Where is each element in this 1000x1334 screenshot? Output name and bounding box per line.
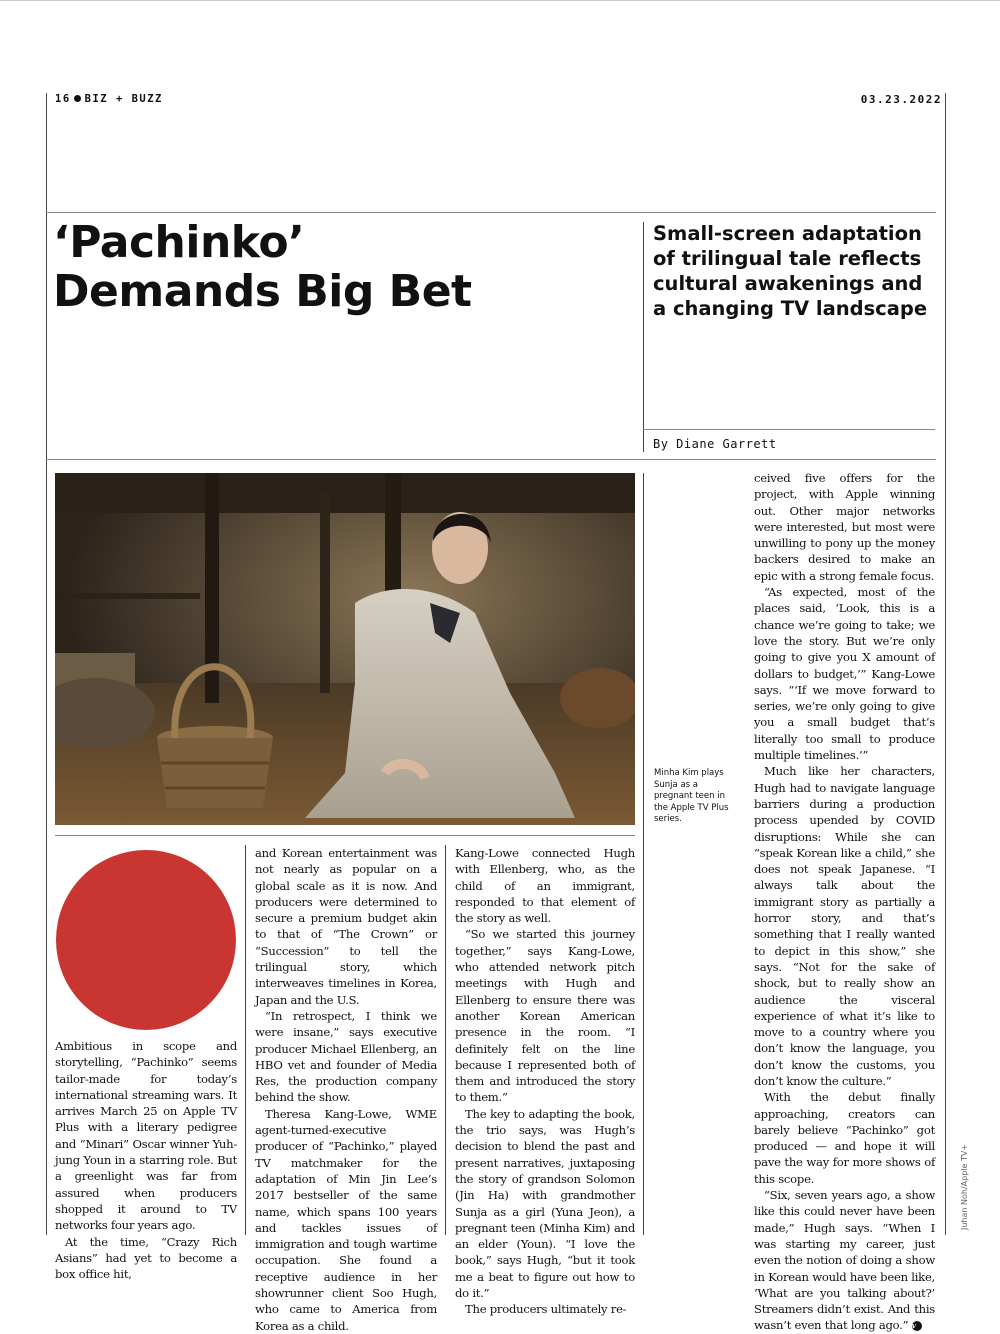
lead-photo xyxy=(55,473,635,825)
deck-divider xyxy=(643,222,644,452)
page-number: 16 xyxy=(55,93,71,105)
body-paragraph: Ambitious in scope and storytelling, “Pachinko” seems tailor-made for today’s international streaming wars. It arrives March 25 on Apple TV Plus with a literary pedigree and “Minari” Oscar winner Yuh-jung Youn in a starring role. But a greenlight was far from assured when producers shopped it around to TV networks four years ago. xyxy=(55,1039,237,1233)
body-paragraph: The key to adapting the book, the trio says, was Hugh’s decision to blend the past and present narratives, juxtaposing the story of grandson Solomon (Jin Ha) with grandmother Sunja as a girl (Yuna Jeon), a pregnant teen (Minha Kim) and an elder (Youn). “I love the book,” says Hugh, “but it took me a beat to figure out how to do it.” xyxy=(455,1106,635,1301)
headline-rule-bottom xyxy=(46,459,936,460)
body-paragraph: ceived five offers for the project, with Apple winning out. Other major networks were interested, but most were unwilling to pony up the money backers desired to make an epic with a strong female focus. xyxy=(754,471,935,583)
caption-divider xyxy=(643,473,644,1235)
body-paragraph: At the time, “Crazy Rich Asians” had yet to become a box office hit, xyxy=(55,1234,237,1282)
headline-line-1: ‘Pachinko’ xyxy=(53,217,305,268)
body-paragraph: “As expected, most of the places said, ‘Look, this is a chance we’re going to take; we love the story. But we’re only going to give you X amount of dollars to budget,’” Kang-Lowe says. “‘If we move forward to series, we’re only going to give you a small budget that’s literally too small to produce multiple timelines.’” xyxy=(754,585,935,763)
column-divider-2 xyxy=(445,845,446,1235)
byline: By Diane Garrett xyxy=(653,437,777,451)
body-paragraph: “In retrospect, I think we were insane,” says executive producer Michael Ellenberg, an HBO vet and founder of Media Res, the production company behind the show. xyxy=(255,1008,437,1105)
right-rule xyxy=(945,93,946,1235)
photo-caption: Minha Kim plays Sunja as a pregnant teen in the Apple TV Plus series. xyxy=(654,768,729,824)
photo-rule xyxy=(55,835,635,836)
final-paragraph-text: “Six, seven years ago, a show like this could never have been made,” Hugh says. “When I was starting my career, just even the notion of doing a show in Korean would have been like, ‘What are you talking about?’ Streamers didn’t exist. And this wasn’t even that long ago.” xyxy=(754,1188,935,1333)
deck: Small-screen adaptation of trilingual tale reflects cultural awakenings and a changing TV landscape xyxy=(653,222,928,320)
body-paragraph: Much like her characters, Hugh had to navigate language barriers during a production process upended by COVID disruptions: While she can “speak Korean like a child,” she does not speak Japanese. “I always talk about the immigrant story as partially a horror story, and that’s something that I really wanted to depict in this show,” she says. “Not for the sake of shock, but to really show an audience the visceral experience of what it’s like to move to a country where you don’t know the language, you don’t know the customs, you don’t know the culture.” xyxy=(754,764,935,1088)
lead-photo-illustration xyxy=(55,473,635,825)
body-column-2 xyxy=(255,845,437,1334)
red-circle-graphic xyxy=(56,850,236,1030)
section-name: BIZ + BUZZ xyxy=(84,93,163,105)
body-paragraph xyxy=(754,1187,935,1334)
headline xyxy=(53,218,613,316)
body-paragraph: Kang-Lowe connected Hugh with Ellenberg, who, as the child of an immigrant, responded to that element of the story as well. xyxy=(455,846,635,926)
headline-line-2: Demands Big Bet xyxy=(53,266,472,317)
bullet-dot-icon xyxy=(74,95,81,102)
body-column-1 xyxy=(55,1038,237,1282)
body-column-4 xyxy=(754,470,935,1334)
body-paragraph: “So we started this journey together,” says Kang-Lowe, who attended network pitch meetings with Hugh and Ellenberg to ensure there was another Korean American presence in the room. “I definitely felt on the line because I represented both of them and introduced the story to them.” xyxy=(455,927,635,1105)
byline-rule xyxy=(643,429,935,430)
end-mark-icon: v xyxy=(912,1321,922,1331)
body-paragraph: With the debut finally approaching, creators can barely believe “Pachinko” got produced — and hope it will pave the way for more shows of this scope. xyxy=(754,1090,935,1186)
page-top-border xyxy=(0,0,1000,1)
header-rule-top xyxy=(46,212,936,213)
column-divider-1 xyxy=(245,845,246,1235)
running-header-left xyxy=(55,93,163,105)
photo-credit: Juhan Noh/Apple TV+ xyxy=(960,1143,969,1230)
body-paragraph: and Korean entertainment was not nearly as popular on a global scale as it is now. And producers were determined to secure a premium budget akin to that of “The Crown” or “Succession” to tell the trilingual story, which interweaves timelines in Korea, Japan and the U.S. xyxy=(255,846,437,1007)
body-paragraph: The producers ultimately re- xyxy=(465,1302,627,1317)
body-column-3 xyxy=(455,845,635,1318)
left-rule xyxy=(46,93,47,1235)
issue-date: 03.23.2022 xyxy=(860,93,942,106)
body-paragraph: Theresa Kang-Lowe, WME agent-turned-executive producer of “Pachinko,” played TV matchmaker for the adaptation of Min Jin Lee’s 2017 bestseller of the same name, which spans 100 years and tackles issues of immigration and tough wartime occupation. She found a receptive audience in her showrunner client Soo Hugh, who came to America from Korea as a child. xyxy=(255,1106,437,1333)
